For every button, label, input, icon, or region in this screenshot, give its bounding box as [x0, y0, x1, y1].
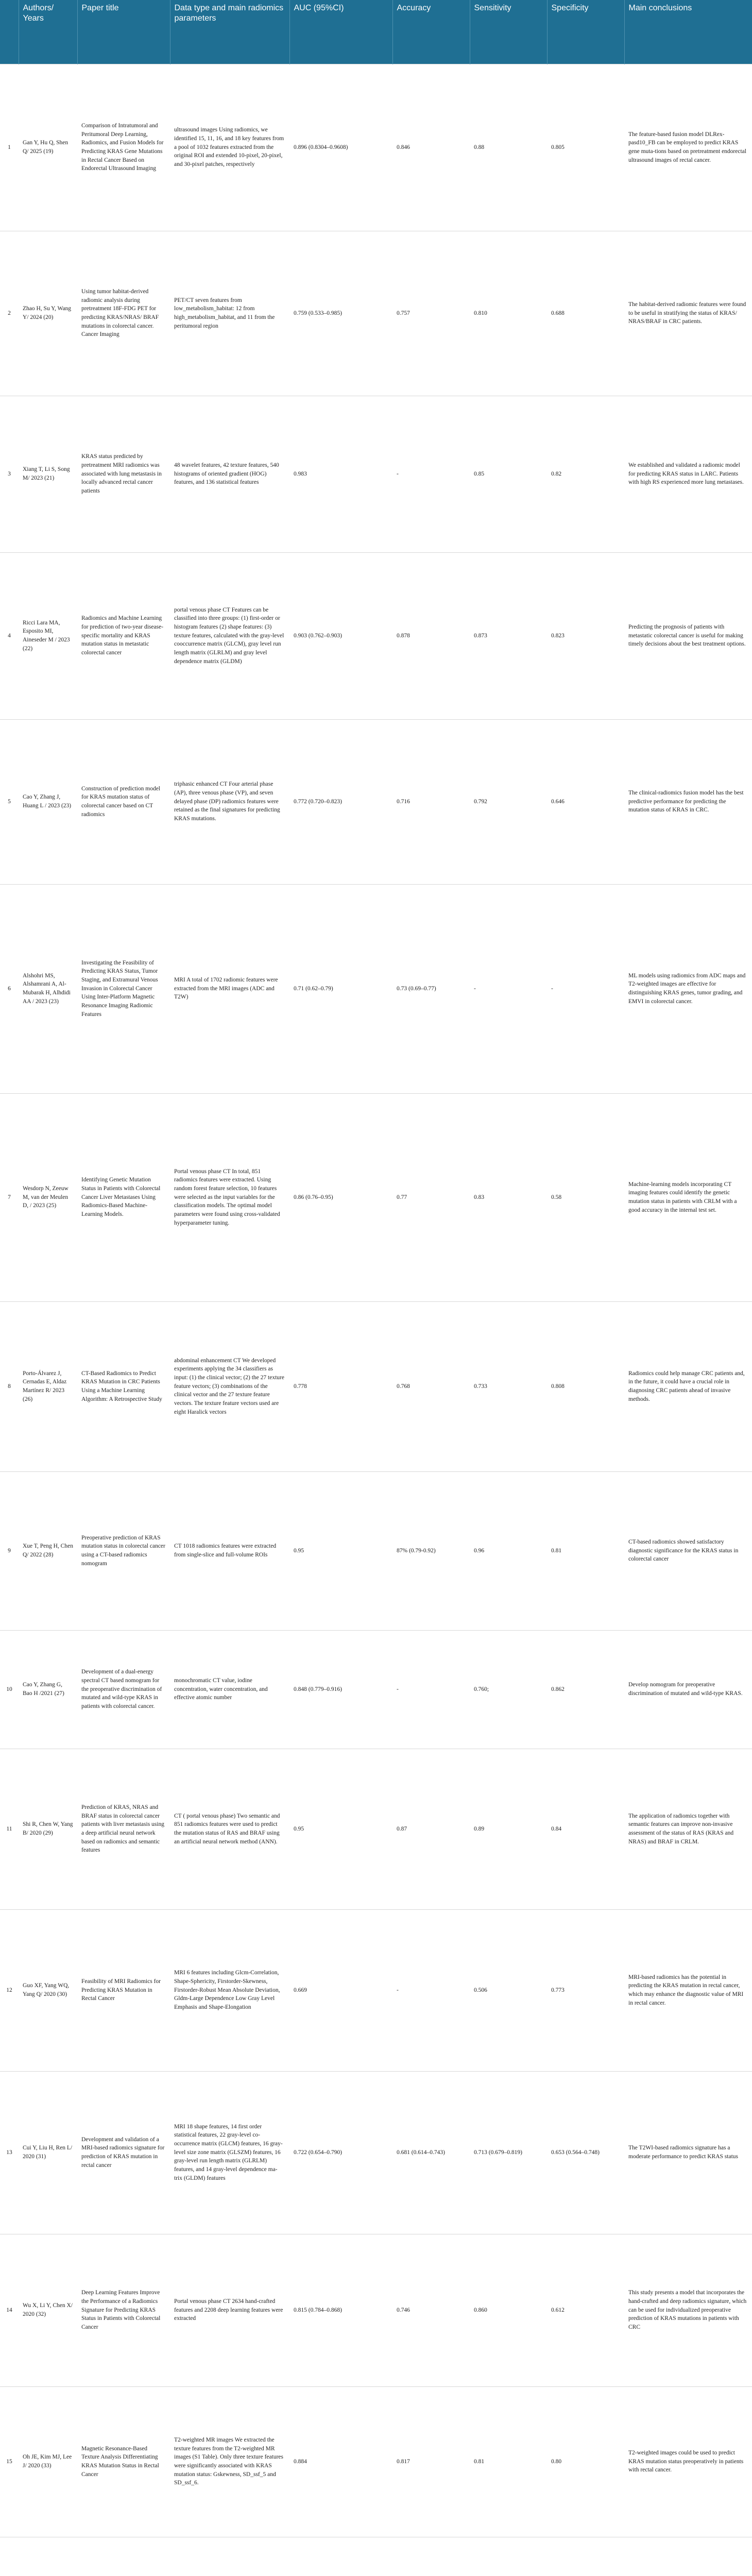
- row-data-type: triphasic enhanced CT Four arterial phase (AP), three venous phase (VP), and seven delayed phase (DP) radiomics features were retained as the final signatures for predicting KRAS mutations.: [170, 719, 289, 884]
- header-row: [0, 0, 752, 64]
- row-index: 3: [0, 396, 19, 552]
- row-title: [77, 2537, 170, 2576]
- row-authors: Cui Y, Liu H, Ren L/ 2020 (31): [19, 2071, 77, 2234]
- row-accuracy: 0.817: [392, 2386, 470, 2537]
- row-index: 1: [0, 64, 19, 231]
- row-index: 8: [0, 1301, 19, 1471]
- row-title: Magnetic Resonance-Based Texture Analysis Differentiating KRAS Mutation Status in Rectal Cancer: [77, 2386, 170, 2537]
- row-conclusions: Machine-learning models incorporating CT imaging features could identify the genetic mutation status in patients with CRLM with a good accuracy in the internal test set.: [624, 1093, 752, 1301]
- row-sensitivity: 0.733: [470, 1301, 547, 1471]
- table-row: [0, 1093, 752, 1301]
- table-row: [0, 2386, 752, 2537]
- row-auc: 0.815 (0.784–0.868): [289, 2234, 392, 2386]
- header-accuracy: Accuracy: [392, 0, 470, 64]
- row-sensitivity: 0.88: [470, 64, 547, 231]
- row-authors: Porto-Álvarez J, Cernadas E, Aldaz Martínez R/ 2023 (26): [19, 1301, 77, 1471]
- header-sensitivity: Sensitivity: [470, 0, 547, 64]
- table-row: [0, 396, 752, 552]
- row-title: Identifying Genetic Mutation Status in Patients with Colorectal Cancer Liver Metastases Using Radiomics-Based Machine-Learning Models.: [77, 1093, 170, 1301]
- row-accuracy: 0.757: [392, 231, 470, 396]
- row-accuracy: -: [392, 396, 470, 552]
- row-conclusions: Predicting the prognosis of patients with metastatic colorectal cancer is useful for making timely decisions about the best treatment options.: [624, 552, 752, 719]
- row-data-type: 48 wavelet features, 42 texture features, 540 histograms of oriented gradient (HOG) features, and 136 statistical features: [170, 396, 289, 552]
- row-accuracy: 0.681 (0.614–0.743): [392, 2071, 470, 2234]
- row-specificity: 0.773: [547, 1909, 624, 2071]
- row-auc: 0.86 (0.76–0.95): [289, 1093, 392, 1301]
- row-sensitivity: 0.810: [470, 231, 547, 396]
- table-row: [0, 1749, 752, 1909]
- row-specificity: 0.646: [547, 719, 624, 884]
- row-authors: Wu X, Li Y, Chen X/ 2020 (32): [19, 2234, 77, 2386]
- row-accuracy: 0.746: [392, 2234, 470, 2386]
- row-specificity: 0.58: [547, 1093, 624, 1301]
- row-index: 7: [0, 1093, 19, 1301]
- row-data-type: portal venous phase CT Features can be classified into three groups: (1) first-order or histogram features (2) shape features: (3) texture features, calculated with the gray-level cooccurrence matrix (GLCM), gray level run length matrix (GLRLM) and gray level dependence matrix (GLDM): [170, 552, 289, 719]
- row-conclusions: [624, 2537, 752, 2576]
- row-conclusions: The application of radiomics together with semantic features can improve non-invasive assessment of the status of RAS (KRAS and NRAS) and BRAF in CRLM.: [624, 1749, 752, 1909]
- row-sensitivity: 0.81: [470, 2386, 547, 2537]
- row-auc: 0.884: [289, 2386, 392, 2537]
- table-row: [0, 552, 752, 719]
- row-title: Construction of prediction model for KRAS mutation status of colorectal cancer based on CT radiomics: [77, 719, 170, 884]
- row-accuracy: 0.768: [392, 1301, 470, 1471]
- row-authors: Wesdorp N, Zeeuw M, van der Meulen D, / 2023 (25): [19, 1093, 77, 1301]
- row-auc: 0.772 (0.720–0.823): [289, 719, 392, 884]
- table-row: [0, 64, 752, 231]
- header-conclusions: Main conclusions: [624, 0, 752, 64]
- row-title: Deep Learning Features Improve the Performance of a Radiomics Signature for Predicting KRAS Status in Patients with Colorectal Cancer: [77, 2234, 170, 2386]
- row-authors: Zhao H, Su Y, Wang Y/ 2024 (20): [19, 231, 77, 396]
- row-authors: Gan Y, Hu Q, Shen Q/ 2025 (19): [19, 64, 77, 231]
- row-authors: Shi R, Chen W, Yang B/ 2020 (29): [19, 1749, 77, 1909]
- row-conclusions: This study presents a model that incorporates the hand-crafted and deep radiomics signature, which can be used for individualized preoperative prediction of KRAS mutations in patients with CRC: [624, 2234, 752, 2386]
- row-sensitivity: 0.873: [470, 552, 547, 719]
- row-specificity: 0.823: [547, 552, 624, 719]
- row-specificity: 0.80: [547, 2386, 624, 2537]
- row-auc: 0.903 (0.762–0.903): [289, 552, 392, 719]
- row-specificity: 0.82: [547, 396, 624, 552]
- row-index: 4: [0, 552, 19, 719]
- row-index: 11: [0, 1749, 19, 1909]
- row-specificity: 0.688: [547, 231, 624, 396]
- row-index: [0, 2537, 19, 2576]
- row-authors: Xue T, Peng H, Chen Q/ 2022 (28): [19, 1471, 77, 1630]
- row-accuracy: 0.846: [392, 64, 470, 231]
- row-auc: [289, 2537, 392, 2576]
- row-title: Comparison of Intratumoral and Peritumoral Deep Learning, Radiomics, and Fusion Models for Predicting KRAS Gene Mutations in Rectal Cancer Based on Endorectal Ultrasound Imaging: [77, 64, 170, 231]
- row-data-type: abdominal enhancement CT We developed experiments applying the 34 classifiers as input: (1) the clinical vector; (2) the 27 texture feature vectors; (3) combinations of the clinical vector and the 27 texture feature vectors. The texture feature vectors used are eight Haralick vectors: [170, 1301, 289, 1471]
- row-authors: Oh JE, Kim MJ, Lee J/ 2020 (33): [19, 2386, 77, 2537]
- row-specificity: -: [547, 884, 624, 1093]
- row-sensitivity: 0.85: [470, 396, 547, 552]
- row-title: Using tumor habitat-derived radiomic analysis during pretreatment 18F-FDG PET for predicting KRAS/NRAS/ BRAF mutations in colorectal cancer. Cancer Imaging: [77, 231, 170, 396]
- row-authors: [19, 2537, 77, 2576]
- row-auc: 0.759 (0.533–0.985): [289, 231, 392, 396]
- row-accuracy: 0.87: [392, 1749, 470, 1909]
- row-accuracy: 0.878: [392, 552, 470, 719]
- row-conclusions: The T2WI-based radiomics signature has a moderate performance to predict KRAS status: [624, 2071, 752, 2234]
- row-sensitivity: -: [470, 884, 547, 1093]
- row-title: Feasibility of MRI Radiomics for Predicting KRAS Mutation in Rectal Cancer: [77, 1909, 170, 2071]
- row-auc: 0.848 (0.779–0.916): [289, 1630, 392, 1749]
- row-specificity: 0.808: [547, 1301, 624, 1471]
- row-title: Prediction of KRAS, NRAS and BRAF status in colorectal cancer patients with liver metastasis using a deep artificial neural network based on radiomics and semantic features: [77, 1749, 170, 1909]
- row-sensitivity: 0.89: [470, 1749, 547, 1909]
- row-specificity: 0.805: [547, 64, 624, 231]
- row-data-type: Portal venous phase CT 2634 hand-crafted features and 2208 deep learning features were extracted: [170, 2234, 289, 2386]
- row-specificity: 0.862: [547, 1630, 624, 1749]
- table-row: [0, 2537, 752, 2576]
- row-data-type: T2-weighted MR images We extracted the texture features from the T2-weighted MR images (S1 Table). Only three texture features were significantly associated with KRAS mutation status: Gskewness, SD_ssf_5 and SD_ssf_6.: [170, 2386, 289, 2537]
- row-auc: 0.95: [289, 1471, 392, 1630]
- row-index: 12: [0, 1909, 19, 2071]
- header-authors: Authors/ Years: [19, 0, 77, 64]
- row-data-type: CT ( portal venous phase) Two semantic and 851 radiomics features were used to predict the mutation status of RAS and BRAF using an artificial neural network method (ANN).: [170, 1749, 289, 1909]
- row-index: 14: [0, 2234, 19, 2386]
- table-row: [0, 1471, 752, 1630]
- row-data-type: ultrasound images Using radiomics, we identified 15, 11, 16, and 18 key features from a pool of 1032 features extracted from the original ROI and extended 10-pixel, 20-pixel, and 30-pixel patches, respectively: [170, 64, 289, 231]
- row-accuracy: 0.73 (0.69–0.77): [392, 884, 470, 1093]
- header-index: [0, 0, 19, 64]
- row-conclusions: T2-weighted images could be used to predict KRAS mutation status preoperatively in patients with rectal cancer.: [624, 2386, 752, 2537]
- row-sensitivity: 0.713 (0.679–0.819): [470, 2071, 547, 2234]
- row-auc: 0.71 (0.62–0.79): [289, 884, 392, 1093]
- row-conclusions: CT-based radiomics showed satisfactory diagnostic significance for the KRAS status in colorectal cancer: [624, 1471, 752, 1630]
- header-auc: AUC (95%CI): [289, 0, 392, 64]
- header-title: Paper title: [77, 0, 170, 64]
- row-accuracy: 0.77: [392, 1093, 470, 1301]
- row-index: 13: [0, 2071, 19, 2234]
- row-index: 6: [0, 884, 19, 1093]
- row-title: Investigating the Feasibility of Predicting KRAS Status, Tumor Staging, and Extramural Venous Invasion in Colorectal Cancer Using Inter-Platform Magnetic Resonance Imaging Radiomic Features: [77, 884, 170, 1093]
- row-specificity: 0.84: [547, 1749, 624, 1909]
- table-row: [0, 884, 752, 1093]
- row-data-type: [170, 2537, 289, 2576]
- row-sensitivity: 0.96: [470, 1471, 547, 1630]
- row-title: Development and validation of a MRI-based radiomics signature for prediction of KRAS mutation in rectal cancer: [77, 2071, 170, 2234]
- row-authors: Cao Y, Zhang J, Huang L / 2023 (23): [19, 719, 77, 884]
- row-authors: Xiang T, Li S, Song M/ 2023 (21): [19, 396, 77, 552]
- row-auc: 0.778: [289, 1301, 392, 1471]
- row-data-type: Portal venous phase CT In total, 851 radiomics features were extracted. Using random forest feature selection, 10 features were selected as the input variables for the classification models. The optimal model parameters were found using cross-validated hyperparameter tuning.: [170, 1093, 289, 1301]
- table-row: [0, 2234, 752, 2386]
- row-sensitivity: [470, 2537, 547, 2576]
- header-data: Data type and main radiomics parameters: [170, 0, 289, 64]
- row-authors: Cao Y, Zhang G, Bao H /2021 (27): [19, 1630, 77, 1749]
- row-conclusions: Radiomics could help manage CRC patients and, in the future, it could have a crucial role in diagnosing CRC patients ahead of invasive methods.: [624, 1301, 752, 1471]
- table-body: [0, 64, 752, 2576]
- table-row: [0, 719, 752, 884]
- row-index: 15: [0, 2386, 19, 2537]
- row-authors: Alshohri MS, Alshamrani A, Al-Mubarak H, Alhdidi AA / 2023 (23): [19, 884, 77, 1093]
- row-data-type: MRI 18 shape features, 14 first order statistical features, 22 gray-level co-occurrence matrix (GLCM) features, 16 gray-level size zone matrix (GLSZM) features, 16 gray-level run length matrix (GLRLM) features, and 14 gray-level dependence ma-trix (GLDM) features: [170, 2071, 289, 2234]
- row-auc: 0.669: [289, 1909, 392, 2071]
- row-index: 2: [0, 231, 19, 396]
- row-specificity: 0.81: [547, 1471, 624, 1630]
- row-authors: Guo XF, Yang WQ, Yang Q/ 2020 (30): [19, 1909, 77, 2071]
- row-sensitivity: 0.760;: [470, 1630, 547, 1749]
- row-auc: 0.95: [289, 1749, 392, 1909]
- table-row: [0, 2071, 752, 2234]
- row-index: 5: [0, 719, 19, 884]
- row-index: 9: [0, 1471, 19, 1630]
- row-data-type: MRI A total of 1702 radiomic features were extracted from the MRI images (ADC and T2W): [170, 884, 289, 1093]
- table-row: [0, 1909, 752, 2071]
- row-title: Development of a dual-energy spectral CT based nomogram for the preoperative discrimination of mutated and wild-type KRAS in patients with colorectal cancer.: [77, 1630, 170, 1749]
- table-row: [0, 1630, 752, 1749]
- row-auc: 0.722 (0.654–0.790): [289, 2071, 392, 2234]
- row-sensitivity: 0.506: [470, 1909, 547, 2071]
- row-conclusions: We established and validated a radiomic model for predicting KRAS status in LARC. Patients with high RS experienced more lung metastases.: [624, 396, 752, 552]
- row-data-type: CT 1018 radiomics features were extracted from single-slice and full-volume ROIs: [170, 1471, 289, 1630]
- row-data-type: MRI 6 features including Glcm-Correlation, Shape-Sphericity, Firstorder-Skewness, Firstorder-Robust Mean Absolute Deviation, Gldm-Large Dependence Low Gray Level Emphasis and Shape-Elongation: [170, 1909, 289, 2071]
- row-specificity: 0.653 (0.564–0.748): [547, 2071, 624, 2234]
- row-accuracy: 0.716: [392, 719, 470, 884]
- row-conclusions: The clinical-radiomics fusion model has the best predictive performance for predicting the mutation status of KRAS in CRC.: [624, 719, 752, 884]
- row-auc: 0.896 (0.8304–0.9608): [289, 64, 392, 231]
- row-accuracy: -: [392, 1909, 470, 2071]
- row-sensitivity: 0.792: [470, 719, 547, 884]
- table-row: [0, 231, 752, 396]
- row-specificity: 0.612: [547, 2234, 624, 2386]
- row-accuracy: 87% (0.79-0.92): [392, 1471, 470, 1630]
- row-conclusions: Develop nomogram for preoperative discrimination of mutated and wild-type KRAS.: [624, 1630, 752, 1749]
- row-conclusions: ML models using radiomics from ADC maps and T2-weighted images are effective for distinguishing KRAS genes, tumor grading, and EMVI in colorectal cancer.: [624, 884, 752, 1093]
- row-title: KRAS status predicted by pretreatment MRI radiomics was associated with lung metastasis in locally advanced rectal cancer patients: [77, 396, 170, 552]
- row-data-type: PET/CT seven features from low_metabolism_habitat: 12 from high_metabolism_habitat, and 11 from the peritumoral region: [170, 231, 289, 396]
- header-specificity: Specificity: [547, 0, 624, 64]
- row-authors: Ricci Lara MA, Esposito MI, Aineseder M / 2023 (22): [19, 552, 77, 719]
- row-conclusions: The feature-based fusion model DLRex-pasd10_FB can be employed to predict KRAS gene muta-tions based on pretreatment endorectal ultrasound images of rectal cancer.: [624, 64, 752, 231]
- table-header: [0, 0, 752, 64]
- row-data-type: monochromatic CT value, iodine concentration, water concentration, and effective atomic number: [170, 1630, 289, 1749]
- row-accuracy: -: [392, 1630, 470, 1749]
- row-title: CT-Based Radiomics to Predict KRAS Mutation in CRC Patients Using a Machine Learning Algorithm: A Retrospective Study: [77, 1301, 170, 1471]
- row-conclusions: The habitat-derived radiomic features were found to be useful in stratifying the status of KRAS/ NRAS/BRAF in CRC patients.: [624, 231, 752, 396]
- row-title: Radiomics and Machine Learning for prediction of two-year disease-specific mortality and KRAS mutation status in metastatic colorectal cancer: [77, 552, 170, 719]
- row-title: Preoperative prediction of KRAS mutation status in colorectal cancer using a CT-based radiomics nomogram: [77, 1471, 170, 1630]
- row-index: 10: [0, 1630, 19, 1749]
- row-accuracy: [392, 2537, 470, 2576]
- row-sensitivity: 0.83: [470, 1093, 547, 1301]
- row-specificity: [547, 2537, 624, 2576]
- table-row: [0, 1301, 752, 1471]
- row-sensitivity: 0.860: [470, 2234, 547, 2386]
- row-conclusions: MRI-based radiomics has the potential in predicting the KRAS mutation in rectal cancer, which may enhance the diagnostic value of MRI in rectal cancer.: [624, 1909, 752, 2071]
- row-auc: 0.983: [289, 396, 392, 552]
